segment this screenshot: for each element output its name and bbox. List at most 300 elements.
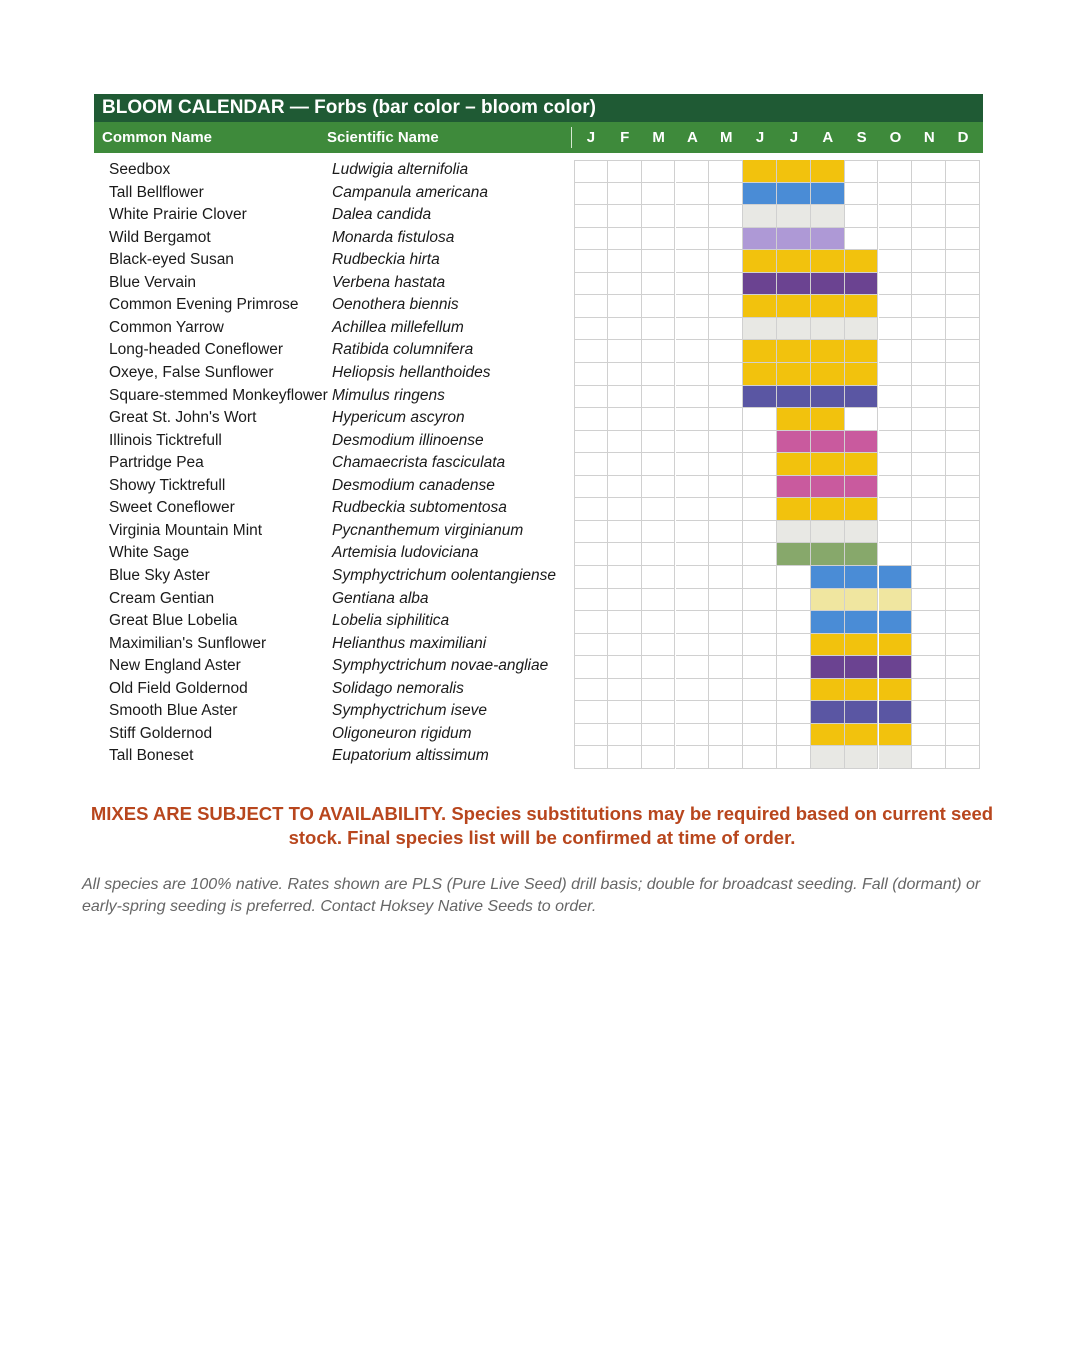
- month-label: S: [856, 129, 867, 146]
- scientific-name: Ludwigia alternifolia: [332, 161, 469, 178]
- grid-cell: [676, 476, 710, 499]
- grid-cell: [574, 634, 608, 657]
- grid-cell: [912, 453, 946, 476]
- grid-cell: [608, 205, 642, 228]
- grid-cell: [676, 250, 710, 273]
- common-name: Sweet Coneflower: [109, 499, 235, 517]
- grid-cell: [574, 386, 608, 409]
- bloom-cell: [845, 498, 879, 521]
- grid-cell: [946, 656, 980, 679]
- grid-cell: [608, 318, 642, 341]
- bloom-cell: [777, 250, 811, 273]
- bloom-cell: [811, 634, 845, 657]
- grid-cell: [642, 340, 676, 363]
- common-name: Stiff Goldernod: [109, 724, 213, 742]
- grid-cell: [642, 498, 676, 521]
- grid-cell: [608, 521, 642, 544]
- bloom-cell: [845, 543, 879, 566]
- month-label: J: [789, 129, 799, 146]
- grid-cell: [709, 611, 743, 634]
- grid-cell: [608, 701, 642, 724]
- grid-cell: [709, 183, 743, 206]
- bloom-cell: [777, 453, 811, 476]
- grid-cell: [845, 408, 879, 431]
- month-label: A: [686, 129, 698, 146]
- grid-cell: [676, 363, 710, 386]
- grid-cell: [845, 205, 879, 228]
- grid-cell: [709, 386, 743, 409]
- grid-cell: [879, 363, 913, 386]
- grid-cell: [709, 476, 743, 499]
- bloom-cell: [811, 589, 845, 612]
- common-name: Old Field Goldernod: [109, 679, 248, 697]
- grid-cell: [777, 566, 811, 589]
- grid-cell: [879, 318, 913, 341]
- bloom-cell: [845, 566, 879, 589]
- grid-cell: [608, 250, 642, 273]
- grid-cell: [743, 656, 777, 679]
- grid-cell: [574, 701, 608, 724]
- grid-cell: [676, 634, 710, 657]
- bloom-cell: [743, 160, 777, 183]
- grid-cell: [709, 521, 743, 544]
- bloom-cell: [811, 521, 845, 544]
- bloom-cell: [743, 205, 777, 228]
- grid-cell: [946, 363, 980, 386]
- bloom-cell: [811, 431, 845, 454]
- bloom-cell: [879, 566, 913, 589]
- month-label: M: [719, 129, 733, 146]
- grid-cell: [676, 408, 710, 431]
- grid-cell: [912, 160, 946, 183]
- grid-cell: [709, 363, 743, 386]
- grid-cell: [879, 543, 913, 566]
- bloom-cell: [777, 205, 811, 228]
- grid-cell: [642, 363, 676, 386]
- grid-cell: [642, 160, 676, 183]
- grid-cell: [912, 228, 946, 251]
- bloom-cell: [777, 476, 811, 499]
- grid-cell: [912, 431, 946, 454]
- scientific-name: Hypericum ascyron: [332, 409, 465, 427]
- grid-cell: [676, 453, 710, 476]
- grid-cell: [912, 634, 946, 657]
- grid-cell: [676, 498, 710, 521]
- grid-cell: [743, 566, 777, 589]
- grid-cell: [709, 228, 743, 251]
- grid-cell: [912, 701, 946, 724]
- grid-cell: [879, 205, 913, 228]
- grid-cell: [608, 476, 642, 499]
- grid-cell: [912, 498, 946, 521]
- common-name: Illinois Ticktrefull: [109, 431, 222, 449]
- grid-cell: [946, 679, 980, 702]
- bloom-cell: [811, 543, 845, 566]
- grid-cell: [608, 566, 642, 589]
- grid-cell: [709, 746, 743, 769]
- grid-cell: [676, 566, 710, 589]
- scientific-name: Chamaecrista fasciculata: [332, 454, 506, 472]
- footnote: All species are 100% native. Rates shown are PLS (Pure Live Seed) drill basis; double for broadcast seeding. Fall (dormant) or early-spring seeding is preferred. Contact Hoksey Native Seeds to order.: [82, 876, 981, 915]
- common-name: Partridge Pea: [109, 454, 204, 472]
- column-header-bar: [94, 122, 983, 153]
- common-name: Smooth Blue Aster: [109, 702, 238, 720]
- bloom-cell: [811, 566, 845, 589]
- common-name: Blue Sky Aster: [109, 567, 210, 584]
- month-label: N: [923, 129, 935, 146]
- scientific-name: Solidago nemoralis: [332, 679, 464, 697]
- grid-cell: [743, 679, 777, 702]
- grid-cell: [676, 183, 710, 206]
- grid-cell: [574, 228, 608, 251]
- grid-cell: [709, 318, 743, 341]
- grid-cell: [574, 273, 608, 296]
- scientific-name-header: Scientific Name: [327, 129, 439, 146]
- grid-cell: [676, 589, 710, 612]
- grid-cell: [845, 160, 879, 183]
- bloom-cell: [845, 295, 879, 318]
- grid-cell: [709, 634, 743, 657]
- grid-cell: [676, 205, 710, 228]
- grid-cell: [676, 386, 710, 409]
- grid-cell: [574, 205, 608, 228]
- grid-cell: [676, 318, 710, 341]
- bloom-cell: [777, 295, 811, 318]
- grid-cell: [743, 701, 777, 724]
- bloom-cell: [845, 634, 879, 657]
- grid-cell: [709, 566, 743, 589]
- grid-cell: [709, 453, 743, 476]
- grid-cell: [574, 318, 608, 341]
- bloom-cell: [845, 656, 879, 679]
- grid-cell: [879, 340, 913, 363]
- grid-cell: [946, 589, 980, 612]
- grid-cell: [743, 453, 777, 476]
- grid-cell: [946, 701, 980, 724]
- common-name: Cream Gentian: [109, 589, 215, 607]
- common-name: Great St. John's Wort: [109, 409, 257, 427]
- grid-cell: [743, 589, 777, 612]
- scientific-name: Eupatorium altissimum: [332, 747, 489, 765]
- grid-cell: [574, 453, 608, 476]
- bloom-cell: [777, 431, 811, 454]
- bloom-cell: [743, 386, 777, 409]
- grid-cell: [879, 228, 913, 251]
- bloom-cell: [879, 679, 913, 702]
- grid-cell: [574, 340, 608, 363]
- bloom-cell: [811, 205, 845, 228]
- grid-cell: [642, 611, 676, 634]
- grid-cell: [709, 273, 743, 296]
- grid-cell: [574, 746, 608, 769]
- bloom-cell: [743, 340, 777, 363]
- scientific-name: Verbena hastata: [332, 273, 446, 291]
- grid-cell: [676, 701, 710, 724]
- grid-cell: [642, 183, 676, 206]
- grid-cell: [642, 566, 676, 589]
- grid-cell: [879, 160, 913, 183]
- common-name: Wild Bergamot: [109, 228, 211, 246]
- common-name: Oxeye, False Sunflower: [109, 364, 274, 381]
- grid-cell: [777, 701, 811, 724]
- common-name: Showy Ticktrefull: [109, 476, 226, 494]
- bloom-cell: [845, 521, 879, 544]
- bloom-cell: [845, 724, 879, 747]
- common-name: New England Aster: [109, 657, 241, 675]
- grid-cell: [912, 318, 946, 341]
- calendar-title: BLOOM CALENDAR — Forbs (bar color – bloom color): [94, 94, 983, 122]
- grid-cell: [709, 295, 743, 318]
- scientific-name: Artemisia ludoviciana: [332, 544, 479, 562]
- grid-cell: [574, 543, 608, 566]
- grid-cell: [743, 498, 777, 521]
- grid-cell: [946, 498, 980, 521]
- common-name: White Sage: [109, 544, 190, 562]
- grid-cell: [676, 340, 710, 363]
- month-label: M: [652, 129, 665, 146]
- common-name: Great Blue Lobelia: [109, 612, 238, 630]
- bloom-cell: [743, 250, 777, 273]
- grid-cell: [743, 724, 777, 747]
- grid-cell: [777, 746, 811, 769]
- grid-cell: [608, 453, 642, 476]
- grid-cell: [676, 746, 710, 769]
- grid-cell: [946, 408, 980, 431]
- grid-cell: [709, 498, 743, 521]
- grid-cell: [946, 611, 980, 634]
- bloom-cell: [811, 340, 845, 363]
- grid-cell: [608, 183, 642, 206]
- grid-cell: [642, 250, 676, 273]
- grid-cell: [574, 679, 608, 702]
- grid-cell: [608, 386, 642, 409]
- grid-cell: [912, 543, 946, 566]
- common-name: Black-eyed Susan: [109, 251, 234, 269]
- bloom-cell: [777, 363, 811, 386]
- bloom-cell: [777, 521, 811, 544]
- bloom-cell: [811, 386, 845, 409]
- bloom-cell: [811, 724, 845, 747]
- bloom-cell: [777, 386, 811, 409]
- grid-cell: [574, 408, 608, 431]
- grid-cell: [709, 701, 743, 724]
- grid-cell: [676, 431, 710, 454]
- grid-cell: [574, 160, 608, 183]
- bloom-cell: [879, 701, 913, 724]
- grid-cell: [642, 295, 676, 318]
- bloom-cell: [811, 250, 845, 273]
- grid-cell: [709, 408, 743, 431]
- grid-cell: [608, 431, 642, 454]
- common-name: White Prairie Clover: [109, 206, 247, 224]
- grid-cell: [608, 634, 642, 657]
- grid-cell: [709, 431, 743, 454]
- scientific-name: Symphyctrichum iseve: [332, 702, 488, 720]
- bloom-cell: [811, 746, 845, 769]
- grid-cell: [946, 205, 980, 228]
- bloom-cell: [743, 363, 777, 386]
- grid-cell: [743, 431, 777, 454]
- bloom-cell: [811, 273, 845, 296]
- grid-cell: [946, 160, 980, 183]
- grid-cell: [946, 431, 980, 454]
- grid-cell: [608, 273, 642, 296]
- bloom-cell: [879, 589, 913, 612]
- grid-cell: [676, 656, 710, 679]
- grid-cell: [574, 183, 608, 206]
- common-name: Square-stemmed Monkeyflower: [109, 386, 328, 404]
- grid-cell: [743, 611, 777, 634]
- bloom-cell: [845, 589, 879, 612]
- grid-cell: [879, 408, 913, 431]
- scientific-name: Oenothera biennis: [332, 296, 459, 314]
- grid-cell: [912, 724, 946, 747]
- common-name: Maximilian's Sunflower: [109, 634, 267, 652]
- bloom-cell: [845, 453, 879, 476]
- grid-cell: [608, 611, 642, 634]
- scientific-name: Ratibida columnifera: [332, 341, 474, 359]
- bloom-cell: [879, 634, 913, 657]
- grid-cell: [912, 521, 946, 544]
- grid-cell: [946, 521, 980, 544]
- scientific-name: Oligoneuron rigidum: [332, 724, 472, 742]
- grid-cell: [743, 521, 777, 544]
- bloom-cell: [811, 498, 845, 521]
- bloom-cell: [845, 250, 879, 273]
- grid-cell: [777, 634, 811, 657]
- month-label: F: [620, 129, 630, 146]
- scientific-name: Helianthus maximiliani: [332, 634, 487, 652]
- grid-cell: [574, 498, 608, 521]
- grid-cell: [946, 295, 980, 318]
- bloom-cell: [811, 318, 845, 341]
- scientific-name: Achillea millefellum: [332, 318, 464, 336]
- grid-cell: [879, 250, 913, 273]
- availability-notice: MIXES ARE SUBJECT TO AVAILABILITY. Species substitutions may be required based on current seed stock. Final species list will be confirmed at time of order.: [90, 803, 994, 848]
- grid-cell: [608, 295, 642, 318]
- month-label: A: [822, 129, 834, 146]
- common-name: Long-headed Coneflower: [109, 341, 284, 359]
- grid-cell: [642, 431, 676, 454]
- grid-cell: [608, 228, 642, 251]
- grid-cell: [946, 228, 980, 251]
- grid-cell: [946, 566, 980, 589]
- grid-cell: [879, 183, 913, 206]
- bloom-cell: [879, 656, 913, 679]
- scientific-name: Rudbeckia hirta: [332, 251, 440, 269]
- grid-cell: [574, 476, 608, 499]
- scientific-name: Heliopsis hellanthoides: [332, 364, 491, 381]
- grid-cell: [777, 724, 811, 747]
- grid-cell: [946, 724, 980, 747]
- grid-cell: [642, 746, 676, 769]
- grid-cell: [912, 250, 946, 273]
- grid-cell: [912, 746, 946, 769]
- grid-cell: [642, 701, 676, 724]
- grid-cell: [642, 543, 676, 566]
- bloom-cell: [845, 746, 879, 769]
- bloom-cell: [811, 183, 845, 206]
- grid-cell: [912, 679, 946, 702]
- grid-cell: [608, 498, 642, 521]
- bloom-cell: [845, 611, 879, 634]
- grid-cell: [642, 205, 676, 228]
- grid-cell: [608, 340, 642, 363]
- bloom-cell: [879, 611, 913, 634]
- common-name: Tall Boneset: [109, 747, 194, 765]
- bloom-cell: [879, 724, 913, 747]
- grid-cell: [912, 340, 946, 363]
- grid-cell: [709, 250, 743, 273]
- grid-cell: [912, 386, 946, 409]
- grid-cell: [912, 408, 946, 431]
- bloom-cell: [811, 679, 845, 702]
- grid-cell: [879, 453, 913, 476]
- scientific-name: Desmodium illinoense: [332, 431, 484, 449]
- grid-cell: [743, 543, 777, 566]
- grid-cell: [777, 679, 811, 702]
- grid-cell: [743, 476, 777, 499]
- grid-cell: [676, 295, 710, 318]
- grid-cell: [574, 250, 608, 273]
- grid-cell: [912, 589, 946, 612]
- grid-cell: [879, 295, 913, 318]
- grid-cell: [574, 566, 608, 589]
- grid-cell: [879, 431, 913, 454]
- grid-cell: [709, 160, 743, 183]
- grid-cell: [608, 724, 642, 747]
- scientific-name: Dalea candida: [332, 206, 432, 224]
- grid-cell: [912, 363, 946, 386]
- bloom-cell: [777, 160, 811, 183]
- common-name: Blue Vervain: [109, 273, 197, 291]
- grid-cell: [642, 724, 676, 747]
- bloom-cell: [743, 318, 777, 341]
- common-name: Common Yarrow: [109, 318, 224, 336]
- bloom-cell: [811, 228, 845, 251]
- bloom-cell: [743, 228, 777, 251]
- grid-cell: [777, 611, 811, 634]
- grid-cell: [642, 679, 676, 702]
- grid-cell: [676, 228, 710, 251]
- grid-cell: [946, 476, 980, 499]
- bloom-cell: [845, 318, 879, 341]
- grid-cell: [946, 634, 980, 657]
- grid-cell: [946, 340, 980, 363]
- grid-cell: [574, 589, 608, 612]
- common-name: Seedbox: [109, 161, 171, 178]
- grid-cell: [709, 543, 743, 566]
- scientific-name: Monarda fistulosa: [332, 228, 455, 246]
- scientific-name: Rudbeckia subtomentosa: [332, 499, 507, 517]
- grid-cell: [845, 183, 879, 206]
- bloom-grid: [574, 160, 980, 769]
- bloom-cell: [845, 476, 879, 499]
- grid-cell: [709, 589, 743, 612]
- month-label: J: [755, 129, 765, 146]
- bloom-cell: [879, 746, 913, 769]
- bloom-cell: [777, 318, 811, 341]
- bloom-cell: [777, 183, 811, 206]
- bloom-cell: [811, 611, 845, 634]
- bloom-cell: [743, 295, 777, 318]
- grid-cell: [946, 453, 980, 476]
- grid-cell: [608, 408, 642, 431]
- grid-cell: [946, 746, 980, 769]
- scientific-name: Lobelia siphilitica: [332, 612, 450, 630]
- grid-cell: [946, 543, 980, 566]
- grid-cell: [574, 724, 608, 747]
